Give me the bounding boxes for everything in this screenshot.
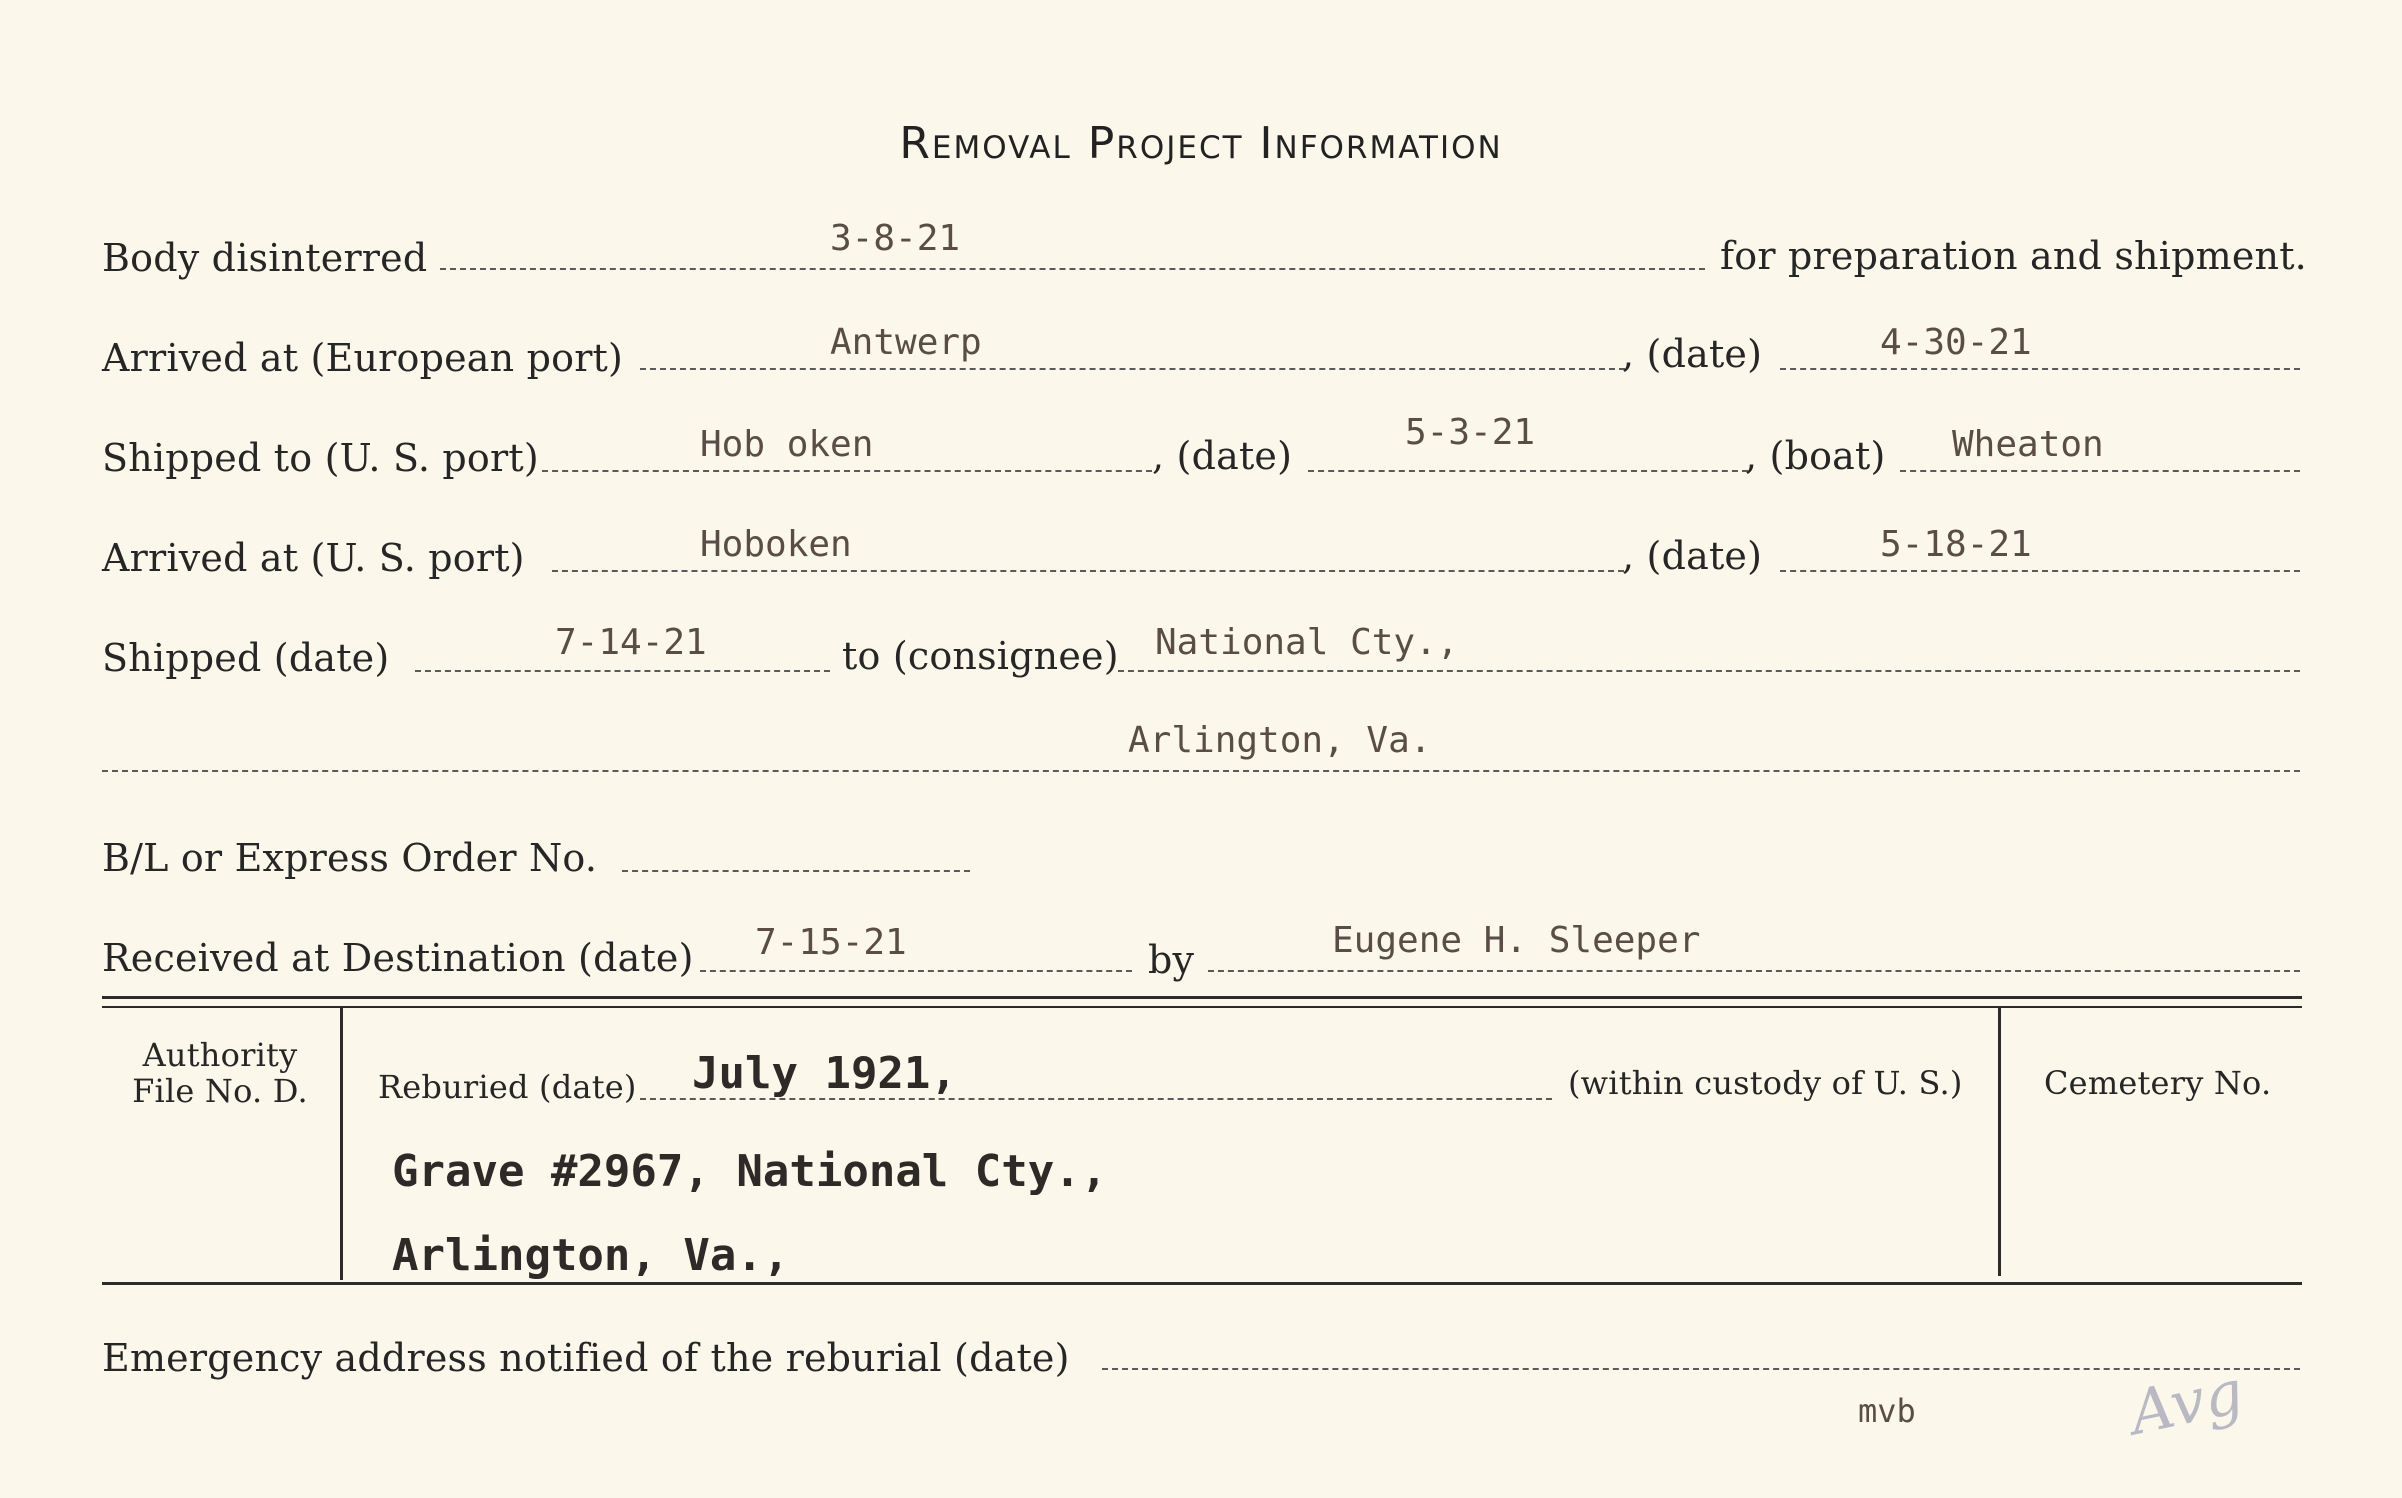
arrived-eu-date: 4-30-21 [1880,322,2032,363]
shipped-us-date: 5-3-21 [1405,412,1536,453]
authority-label-2: File No. D. [132,1072,308,1110]
consignee-label: to (consignee) [842,634,1119,678]
received-by: Eugene H. Sleeper [1332,920,1701,961]
shipped-us-port-line [542,470,1152,472]
arrived-us-port: Hoboken [700,524,852,565]
box-top-rule-2 [102,1006,2302,1008]
arrived-us-date: 5-18-21 [1880,524,2032,565]
arrived-us-port-label: Arrived at (U. S. port) [102,536,525,580]
shipped-us-date-line [1308,470,1748,472]
shipped-date: 7-14-21 [555,622,707,663]
arrived-us-date-line [1780,570,2300,572]
boat-label: , (boat) [1745,434,1886,478]
shipped-us-port: Hob oken [700,424,874,465]
reburied-date: July 1921, [692,1048,957,1099]
body-disinterred-line [440,268,1705,270]
consignee-line-1-value: National Cty., [1155,622,1459,663]
shipped-us-date-label: , (date) [1152,434,1293,478]
consignee-line-2 [102,770,2300,772]
form-title: Removal Project Information [899,118,1503,169]
pencil-mark: Avg [2123,1356,2250,1450]
box-bottom-rule [102,1282,2302,1285]
arrived-us-port-line [552,570,1624,572]
bl-express-label: B/L or Express Order No. [102,836,598,880]
by-label: by [1148,938,1195,982]
arrived-us-date-label: , (date) [1622,534,1763,578]
box-right-divider [1998,1008,2001,1276]
arrived-eu-date-label: , (date) [1622,332,1763,376]
grave-line-2: Arlington, Va., [392,1230,790,1281]
body-disinterred-date: 3-8-21 [830,218,961,259]
body-disinterred-label: Body disinterred [102,236,428,280]
arrived-european-port-line [640,368,1625,370]
received-destination-label: Received at Destination (date) [102,936,694,980]
received-date: 7-15-21 [755,922,907,963]
emergency-date-line [1102,1368,2300,1370]
shipped-date-label: Shipped (date) [102,636,390,680]
reburied-label: Reburied (date) [378,1068,637,1106]
bl-express-line [622,870,970,872]
shipped-us-port-label: Shipped to (U. S. port) [102,436,539,480]
authority-label-1: Authority [142,1036,298,1074]
consignee-line-2-value: Arlington, Va. [1128,720,1432,761]
box-top-rule [102,996,2302,999]
box-left-divider [340,1008,343,1280]
received-by-line [1208,970,2300,972]
shipped-date-line [415,670,830,672]
within-custody-label: (within custody of U. S.) [1568,1064,1963,1102]
received-date-line [700,970,1132,972]
boat-name: Wheaton [1952,424,2104,465]
arrived-european-port: Antwerp [830,322,982,363]
for-preparation-label: for preparation and shipment. [1720,234,2307,278]
grave-line-1: Grave #2967, National Cty., [392,1146,1108,1197]
emergency-address-label: Emergency address notified of the reburial (date) [102,1336,1070,1380]
cemetery-no-label: Cemetery No. [2044,1064,2272,1102]
initials: mvb [1858,1392,1916,1430]
consignee-line-1 [1118,670,2300,672]
arrived-european-port-label: Arrived at (European port) [102,336,624,380]
boat-line [1900,470,2300,472]
arrived-eu-date-line [1780,368,2300,370]
